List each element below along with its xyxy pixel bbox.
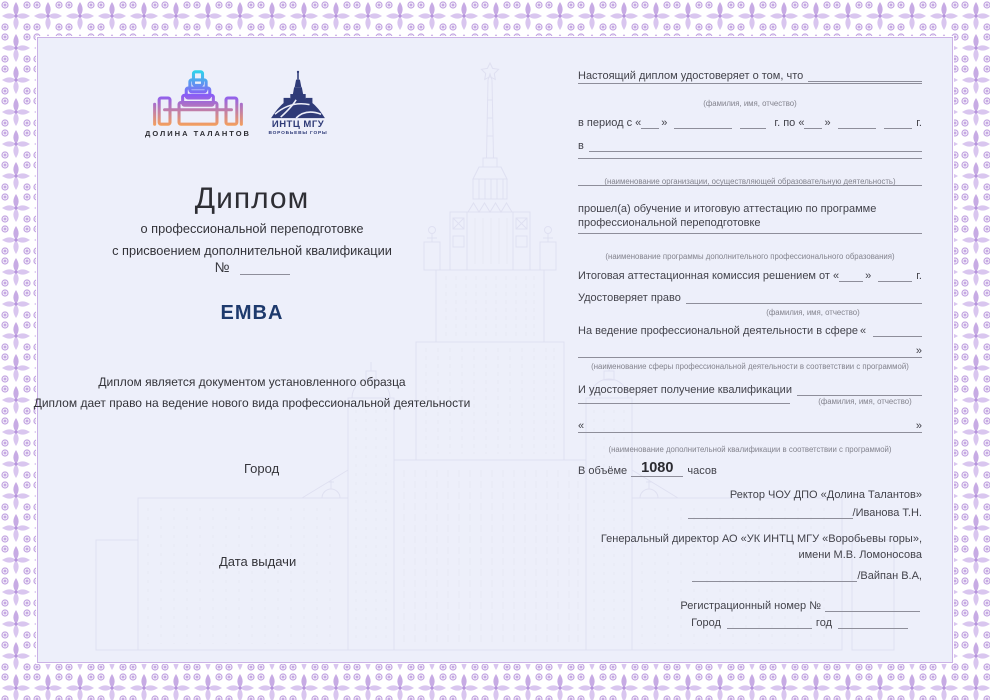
volume-suffix: часов xyxy=(687,464,717,477)
registration-number-label: Регистрационный номер № xyxy=(680,600,821,612)
volume-hours-value: 1080 xyxy=(631,461,683,477)
director-title-line-1: Генеральный директор АО «УК ИНТЦ МГУ «Воробьевы горы», xyxy=(600,533,922,545)
intc-mgu-logo xyxy=(266,70,330,120)
diploma-form xyxy=(578,66,922,646)
fio-blank-line[interactable] xyxy=(578,83,922,84)
qualification-blank-field[interactable] xyxy=(797,383,922,396)
program-caption: (наименование программы дополнительного профессионального образования) xyxy=(605,252,895,261)
sphere-row xyxy=(578,324,922,337)
period-day-to-field[interactable] xyxy=(804,116,822,129)
talent-valley-logo-caption: ДОЛИНА ТАЛАНТОВ xyxy=(145,129,251,138)
note-line-1: Диплом является документом установленного образца xyxy=(98,375,406,389)
city-label-right: Город xyxy=(691,617,721,629)
qualification-text: И удостоверяет получение квалификации xyxy=(578,384,792,396)
organization-row xyxy=(578,139,922,152)
intc-mgu-logo-title: ИНТЦ МГУ xyxy=(271,119,325,130)
qualification-name-line[interactable] xyxy=(578,420,922,433)
quote-open: « xyxy=(860,325,867,337)
quote-open: « xyxy=(578,420,585,432)
program-blank-line-2[interactable] xyxy=(578,233,922,234)
diploma-number-row xyxy=(37,259,467,275)
commission-day-field[interactable] xyxy=(839,269,863,282)
qualification-row xyxy=(578,383,922,396)
director-signature-row xyxy=(578,569,922,582)
quote-close: » xyxy=(824,117,831,129)
commission-text-2: г. xyxy=(916,270,922,282)
quote-close: » xyxy=(661,117,668,129)
quote-close: » xyxy=(865,270,872,282)
fio-caption-2: (фамилия, имя, отчество) xyxy=(766,308,860,317)
period-row xyxy=(578,116,922,129)
period-text-1: в период с « xyxy=(578,117,642,129)
period-text-3: г. xyxy=(916,117,922,129)
volume-prefix: В объёме xyxy=(578,464,628,477)
diploma-title: Диплом xyxy=(194,182,310,215)
rector-title: Ректор ЧОУ ДПО «Долина Талантов» xyxy=(729,489,922,501)
city-year-row xyxy=(578,616,912,629)
diploma-subtitle xyxy=(37,218,467,263)
year-field[interactable] xyxy=(838,616,908,629)
commission-text-1: Итоговая аттестационная комиссия решением от « xyxy=(578,270,840,282)
intc-mgu-logo-subtitle: ВОРОБЬЕВЫ ГОРЫ xyxy=(268,131,328,136)
registration-number-row xyxy=(578,599,920,612)
city-field[interactable] xyxy=(727,616,812,629)
period-year-from-field[interactable] xyxy=(740,116,766,129)
note-line-2: Диплом дает право на ведение нового вида профессиональной деятельности xyxy=(33,395,471,410)
talent-valley-logo xyxy=(152,70,244,126)
program-blank-line-1[interactable] xyxy=(578,185,922,186)
director-title-line-2: имени М.В. Ломоносова xyxy=(798,549,922,561)
sphere-caption: (наименование сферы профессиональной деятельности в соответствии с программой) xyxy=(591,362,909,371)
city-label: Город xyxy=(244,461,280,476)
number-blank-field[interactable] xyxy=(240,262,290,275)
qualification-caption: (наименование дополнительной квалификации в соответствии с программой) xyxy=(608,445,892,454)
grant-blank-field[interactable] xyxy=(686,291,922,304)
quote-close: » xyxy=(915,420,922,432)
in-label: в xyxy=(578,140,584,152)
commission-row xyxy=(578,269,922,282)
quote-close: » xyxy=(915,345,922,357)
fio-caption-3: (фамилия, имя, отчество) xyxy=(818,397,912,406)
sphere-blank-line[interactable] xyxy=(578,345,922,358)
commission-date-field[interactable] xyxy=(878,269,912,282)
period-month-to-field[interactable] xyxy=(838,116,877,129)
sphere-text: На ведение профессиональной деятельности в сфере xyxy=(578,325,859,337)
period-day-from-field[interactable] xyxy=(641,116,659,129)
sphere-blank-field[interactable] xyxy=(873,324,922,337)
program-name: EMBA xyxy=(220,302,284,324)
passed-text-line-2: профессиональной переподготовке xyxy=(578,217,761,229)
diploma-notes xyxy=(17,372,487,413)
fio-caption: (фамилия, имя, отчество) xyxy=(703,99,797,108)
subtitle-line-2: с присвоением дополнительной квалификации xyxy=(112,243,392,259)
organization-caption: (наименование организации, осуществляющей образовательную деятельность) xyxy=(604,177,896,186)
certify-blank-field[interactable] xyxy=(808,69,922,82)
year-label: год xyxy=(815,617,832,629)
certify-row xyxy=(578,69,922,82)
certify-text: Настоящий диплом удостоверяет о том, что xyxy=(578,70,804,82)
period-text-2: г. по « xyxy=(774,117,805,129)
period-year-to-field[interactable] xyxy=(884,116,912,129)
subtitle-line-1: о профессиональной переподготовке xyxy=(140,221,364,236)
rector-signature-row xyxy=(578,506,922,519)
director-signature-field[interactable] xyxy=(692,569,857,582)
passed-text-line-1: прошел(а) обучение и итоговую аттестацию по программе xyxy=(578,203,877,215)
registration-number-field[interactable] xyxy=(825,599,920,612)
volume-row xyxy=(578,461,922,477)
director-name: /Вайпан В.А, xyxy=(857,570,922,582)
issue-date-label: Дата выдачи xyxy=(219,554,297,569)
period-month-from-field[interactable] xyxy=(674,116,732,129)
rector-name: /Иванова Т.Н. xyxy=(852,507,922,519)
organization-blank-line[interactable] xyxy=(578,158,922,159)
rector-signature-field[interactable] xyxy=(688,506,853,519)
grant-row xyxy=(578,291,922,304)
grant-text: Удостоверяет право xyxy=(578,292,681,304)
number-label: № xyxy=(214,259,230,275)
qualification-short-line[interactable] xyxy=(578,403,790,404)
organization-blank-field[interactable] xyxy=(589,139,922,152)
